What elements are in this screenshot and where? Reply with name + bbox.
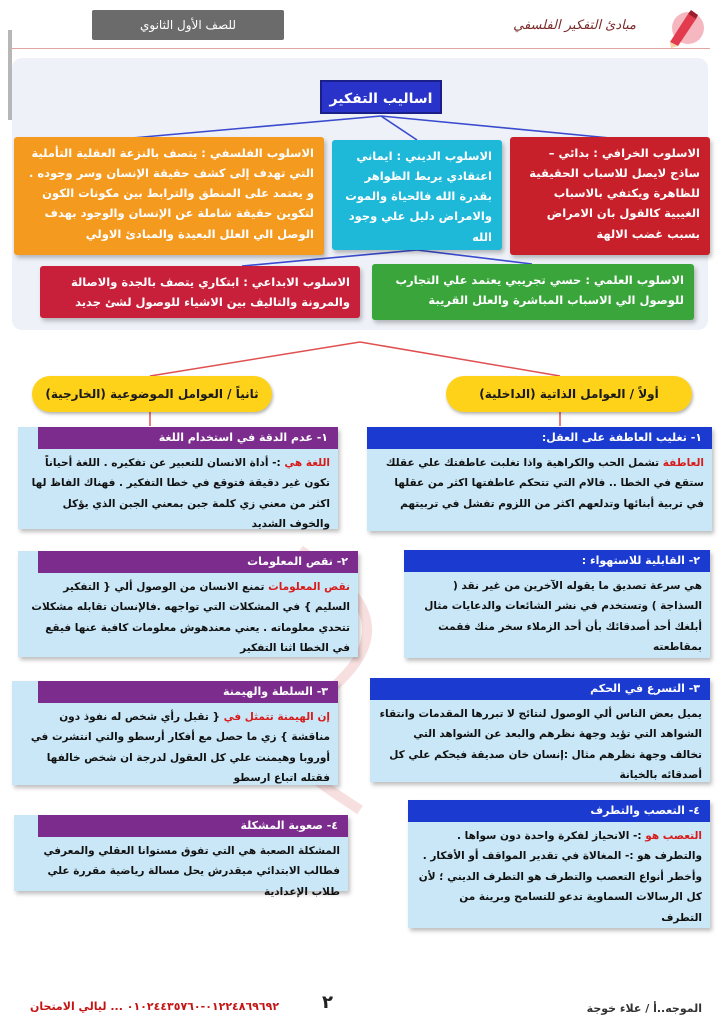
grade-badge: للصف الأول الثانوي	[92, 10, 284, 40]
internal-factor-1-title: ١- تغليب العاطفة على العقل:	[367, 427, 712, 449]
external-factor-4-title: ٤- صعوبة المشكلة	[38, 815, 348, 837]
external-factor-2-text: نقص المعلومات تمنع الانسان من الوصول ألي { التفكير السليم } في المشكلات التي تواجهه .فالإنسان تقابله مشكلات تتحدي معلوماته . يعني معندهوش معلومات كافية عنها فيقع في الخطا اثنا التفكير	[31, 581, 350, 655]
internal-factor-4-text: التعصب هو :- الانحياز لفكرة واحدة دون سواها . والتطرف هو :- المغالاة في تقدير المواقف أو الأفكار . وأخطر أنواع التعصب والتطرف هو التطرف الديني ؛ لأن كل الرسالات السماوية تدعو للتسامح وبرينة من التطرف	[418, 830, 702, 924]
internal-factor-4-title: ٤- التعصب والتطرف	[408, 800, 710, 822]
subject-title: مبادئ التفكير الفلسفي	[513, 18, 636, 33]
external-factor-4	[14, 815, 348, 898]
style-creative: الاسلوب الابداعي : ابتكاري يتصف بالجدة والاصالة والمرونة والتاليف بين الاشياء للوصول لشئ جديد	[40, 266, 360, 318]
external-factor-4-text: المشكلة الصعبة هي التي تفوق مستوانا العقلي والمعرفي فطالب الابتدائي ميقدرش يحل مسالة رياضية مقررة علي طلاب الإعدادية	[43, 845, 340, 898]
internal-factors-header: أولاً / العوامل الذاتية (الداخلية)	[446, 376, 692, 412]
style-scientific: الاسلوب العلمي : حسي تجريبي يعتمد علي التجارب للوصول الي الاسباب المباشرة والعلل القريبة	[372, 264, 694, 320]
author-credit: الموجه..أ / علاء خوجة	[586, 1002, 702, 1015]
internal-factor-1-text: العاطفة تشمل الحب والكراهية واذا تغلبت عاطفتك علي عقلك ستقع في الخطا .. فالام التي تتحكم عاطفتها اكثر من عقلها في تربية أبنائها وتدلعهم اكثر من اللزوم تفشل في تربيتهم	[385, 457, 704, 510]
external-factor-1-title: ١- عدم الدقة في استخدام اللغة	[38, 427, 338, 449]
contact-phones: ٠١٢٢٤٨٦٩٦٩٢-٠١٠٢٤٤٣٥٧٦٠ ... ليالي الامتحان	[30, 1000, 280, 1013]
pencil-icon	[658, 6, 706, 48]
page-number: ٢	[322, 992, 333, 1013]
external-factor-2	[18, 551, 358, 657]
map-title: اساليب التفكير	[320, 80, 442, 114]
external-factor-3-title: ٣- السلطة والهيمنة	[38, 681, 338, 703]
internal-factor-4	[408, 800, 710, 928]
external-factor-1-text: اللغة هي :- أداة الانسان للتعبير عن تفكيره . اللغة أحياناً تكون غير دقيقة فتوقع في خطا التفكير . فهناك الفاظ لها اكثر من معني زي كلمة جبن بمعني الجبن الذي يؤكل والخوف الشديد	[31, 457, 330, 531]
style-superstitious: الاسلوب الخرافي : بدائي – ساذج لايصل للاسباب الحقيقية للظاهرة ويكتفي بالاسباب الغيبية كالقول بان الامراض بسبب غضب الالهة	[510, 137, 710, 255]
style-religious: الاسلوب الديني : ايماني اعتقادي يربط الظواهر بقدرة الله فالحياة والموت والامراض دليل علي وجود الله	[332, 140, 502, 250]
header-divider	[10, 48, 710, 49]
internal-factor-3	[370, 678, 710, 782]
external-factor-1	[18, 427, 338, 529]
style-philosophical: الاسلوب الفلسفي : يتصف بالنزعة العقلية التأملية التي تهدف إلى كشف حقيقة الإنسان وسر وجوده . و يعتمد على المنطق والترابط بين مكونات الكون لتكوين حقيقة شاملة عن الإنسان والوجود بهدف الوصل الي العلل البعيدة والمبادئ الاولي	[14, 137, 324, 255]
internal-factor-3-title: ٣- التسرع في الحكم	[370, 678, 710, 700]
external-factors-header: ثانياً / العوامل الموضوعية (الخارجية)	[32, 376, 272, 412]
internal-factor-3-text: يميل بعض الناس ألي الوصول لنتائج لا تبررها المقدمات وانتقاء الشواهد التي تؤيد وجهة نظرهم والبعد عن الشواهد التي تخالف وجهة نظرهم مثال :إنسان خان صديقة فيحكم علي كل أصدقائه بالخيانة	[379, 708, 702, 782]
internal-factor-2-text: هي سرعة تصديق ما يقوله الآخرين من غير نقد ( السذاجة ) وتستخدم في نشر الشائعات والدعايات مثال أبلغك أحد أصدقائك بأن أحد الزملاء سخر منك فقمت بمقاطعته	[424, 580, 702, 654]
external-factor-2-title: ٢- نقص المعلومات	[38, 551, 358, 573]
internal-factor-2	[404, 550, 710, 658]
external-factor-3-text: إن الهيمنة تتمثل في { تقبل رأي شخص له نفوذ دون مناقشة } زي ما حصل مع أفكار أرسطو والتي انتشرت في أوروبا وهيمنت علي كل العقول لدرجة ان شخص خالفها فقتله اتباع ارسطو	[30, 711, 330, 785]
external-factor-3	[12, 681, 338, 785]
internal-factor-1	[367, 427, 712, 531]
internal-factor-2-title: ٢- القابلية للاستهواء :	[404, 550, 710, 572]
